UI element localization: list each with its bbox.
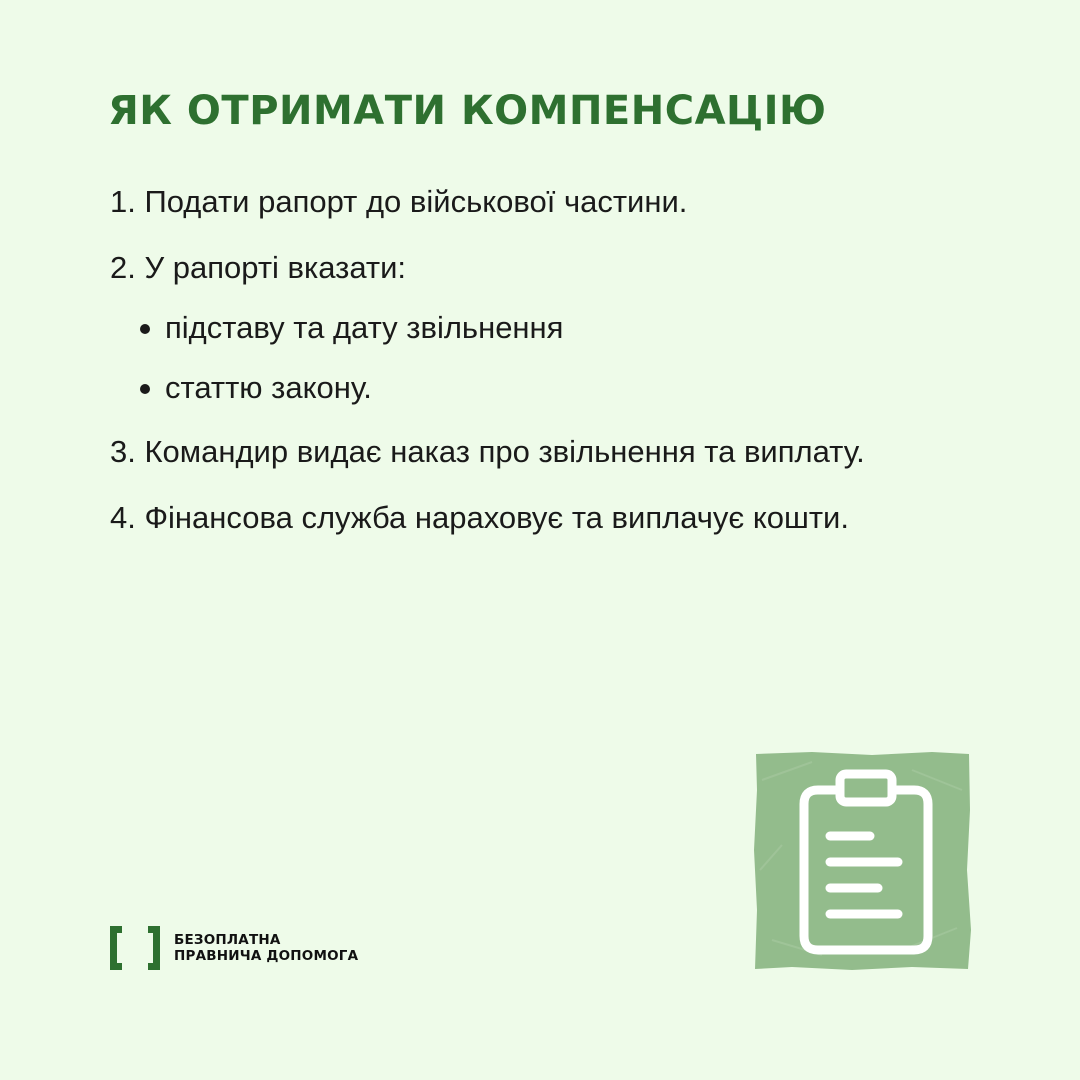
step-1: 1. Подати рапорт до військової частини. — [110, 184, 688, 219]
page-title: ЯК ОТРИМАТИ КОМПЕНСАЦІЮ — [108, 88, 827, 134]
bullet-dot-icon — [140, 324, 150, 334]
steps-list — [110, 180, 1010, 562]
bullet-item — [110, 366, 1010, 410]
bullet-text: статтю закону. — [165, 370, 372, 405]
logo-line-2: ПРАВНИЧА ДОПОМОГА — [174, 948, 359, 964]
step-2: 2. У рапорті вказати: — [110, 250, 407, 285]
clipboard-illustration — [752, 750, 972, 972]
bullet-item — [110, 306, 1010, 350]
step-4: 4. Фінансова служба нараховує та виплачує кошти. — [110, 500, 849, 535]
logo-text — [174, 932, 358, 964]
logo-line-1: БЕЗОПЛАТНА — [174, 932, 281, 948]
bracket-logo-icon — [108, 924, 162, 972]
step-2-bullets — [110, 306, 1010, 410]
bullet-text: підставу та дату звільнення — [165, 310, 564, 345]
organization-logo — [108, 924, 358, 972]
bullet-dot-icon — [140, 384, 150, 394]
step-3: 3. Командир видає наказ про звільнення та виплату. — [110, 434, 865, 469]
